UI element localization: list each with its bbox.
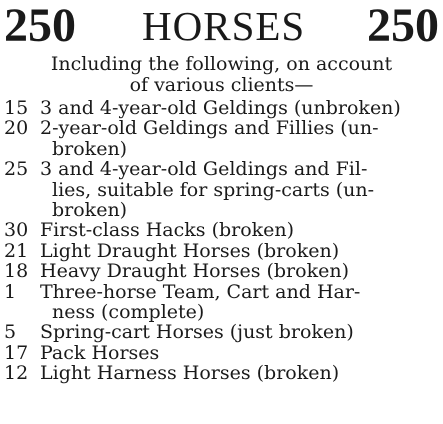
item-description-line: Pack Horses: [40, 341, 160, 364]
item-description-line: ness (complete): [52, 301, 205, 324]
list-item: [4, 159, 439, 220]
item-quantity: 21: [4, 239, 29, 262]
item-description-line: Heavy Draught Horses (broken): [40, 260, 349, 283]
item-description-line: 3 and 4-year-old Geldings (unbroken): [40, 97, 401, 119]
item-description-line: broken): [52, 137, 128, 160]
item-quantity: 15: [4, 97, 29, 119]
item-quantity: 1: [4, 280, 17, 303]
list-item: [4, 118, 439, 159]
intro-line-1: Including the following, on account: [50, 53, 393, 75]
headline: [4, 0, 439, 52]
headline-count-right: 250: [367, 0, 439, 52]
item-description-line: Three-horse Team, Cart and Har-: [40, 280, 361, 303]
item-description-line: broken): [52, 199, 128, 222]
intro-text: [4, 54, 439, 96]
list-item: [4, 282, 439, 323]
item-description-line: Light Harness Horses (broken): [40, 362, 340, 385]
headline-word: HORSES: [142, 3, 306, 49]
intro-line-2: of various clients—: [129, 74, 314, 96]
item-description-line: 2-year-old Geldings and Fillies (un-: [40, 117, 379, 140]
item-description-line: Spring-cart Horses (just broken): [40, 321, 354, 344]
item-quantity: 18: [4, 260, 29, 283]
headline-count-left: 250: [4, 0, 76, 52]
item-quantity: 5: [4, 321, 17, 344]
item-description-line: 3 and 4-year-old Geldings and Fil-: [40, 158, 368, 181]
list-item: [4, 98, 439, 118]
item-quantity: 30: [4, 219, 29, 242]
item-description-line: Light Draught Horses (broken): [40, 239, 340, 262]
list-item: [4, 322, 439, 342]
item-description-line: lies, suitable for spring-carts (un-: [52, 178, 375, 201]
list-item: [4, 241, 439, 261]
list-item: [4, 343, 439, 363]
item-quantity: 25: [4, 158, 29, 181]
list-item: [4, 220, 439, 240]
item-description-line: First-class Hacks (broken): [40, 219, 295, 242]
list-item: [4, 363, 439, 383]
list-item: [4, 261, 439, 281]
item-quantity: 20: [4, 117, 29, 140]
item-quantity: 17: [4, 341, 29, 364]
item-quantity: 12: [4, 362, 29, 385]
horse-list: [4, 98, 439, 384]
